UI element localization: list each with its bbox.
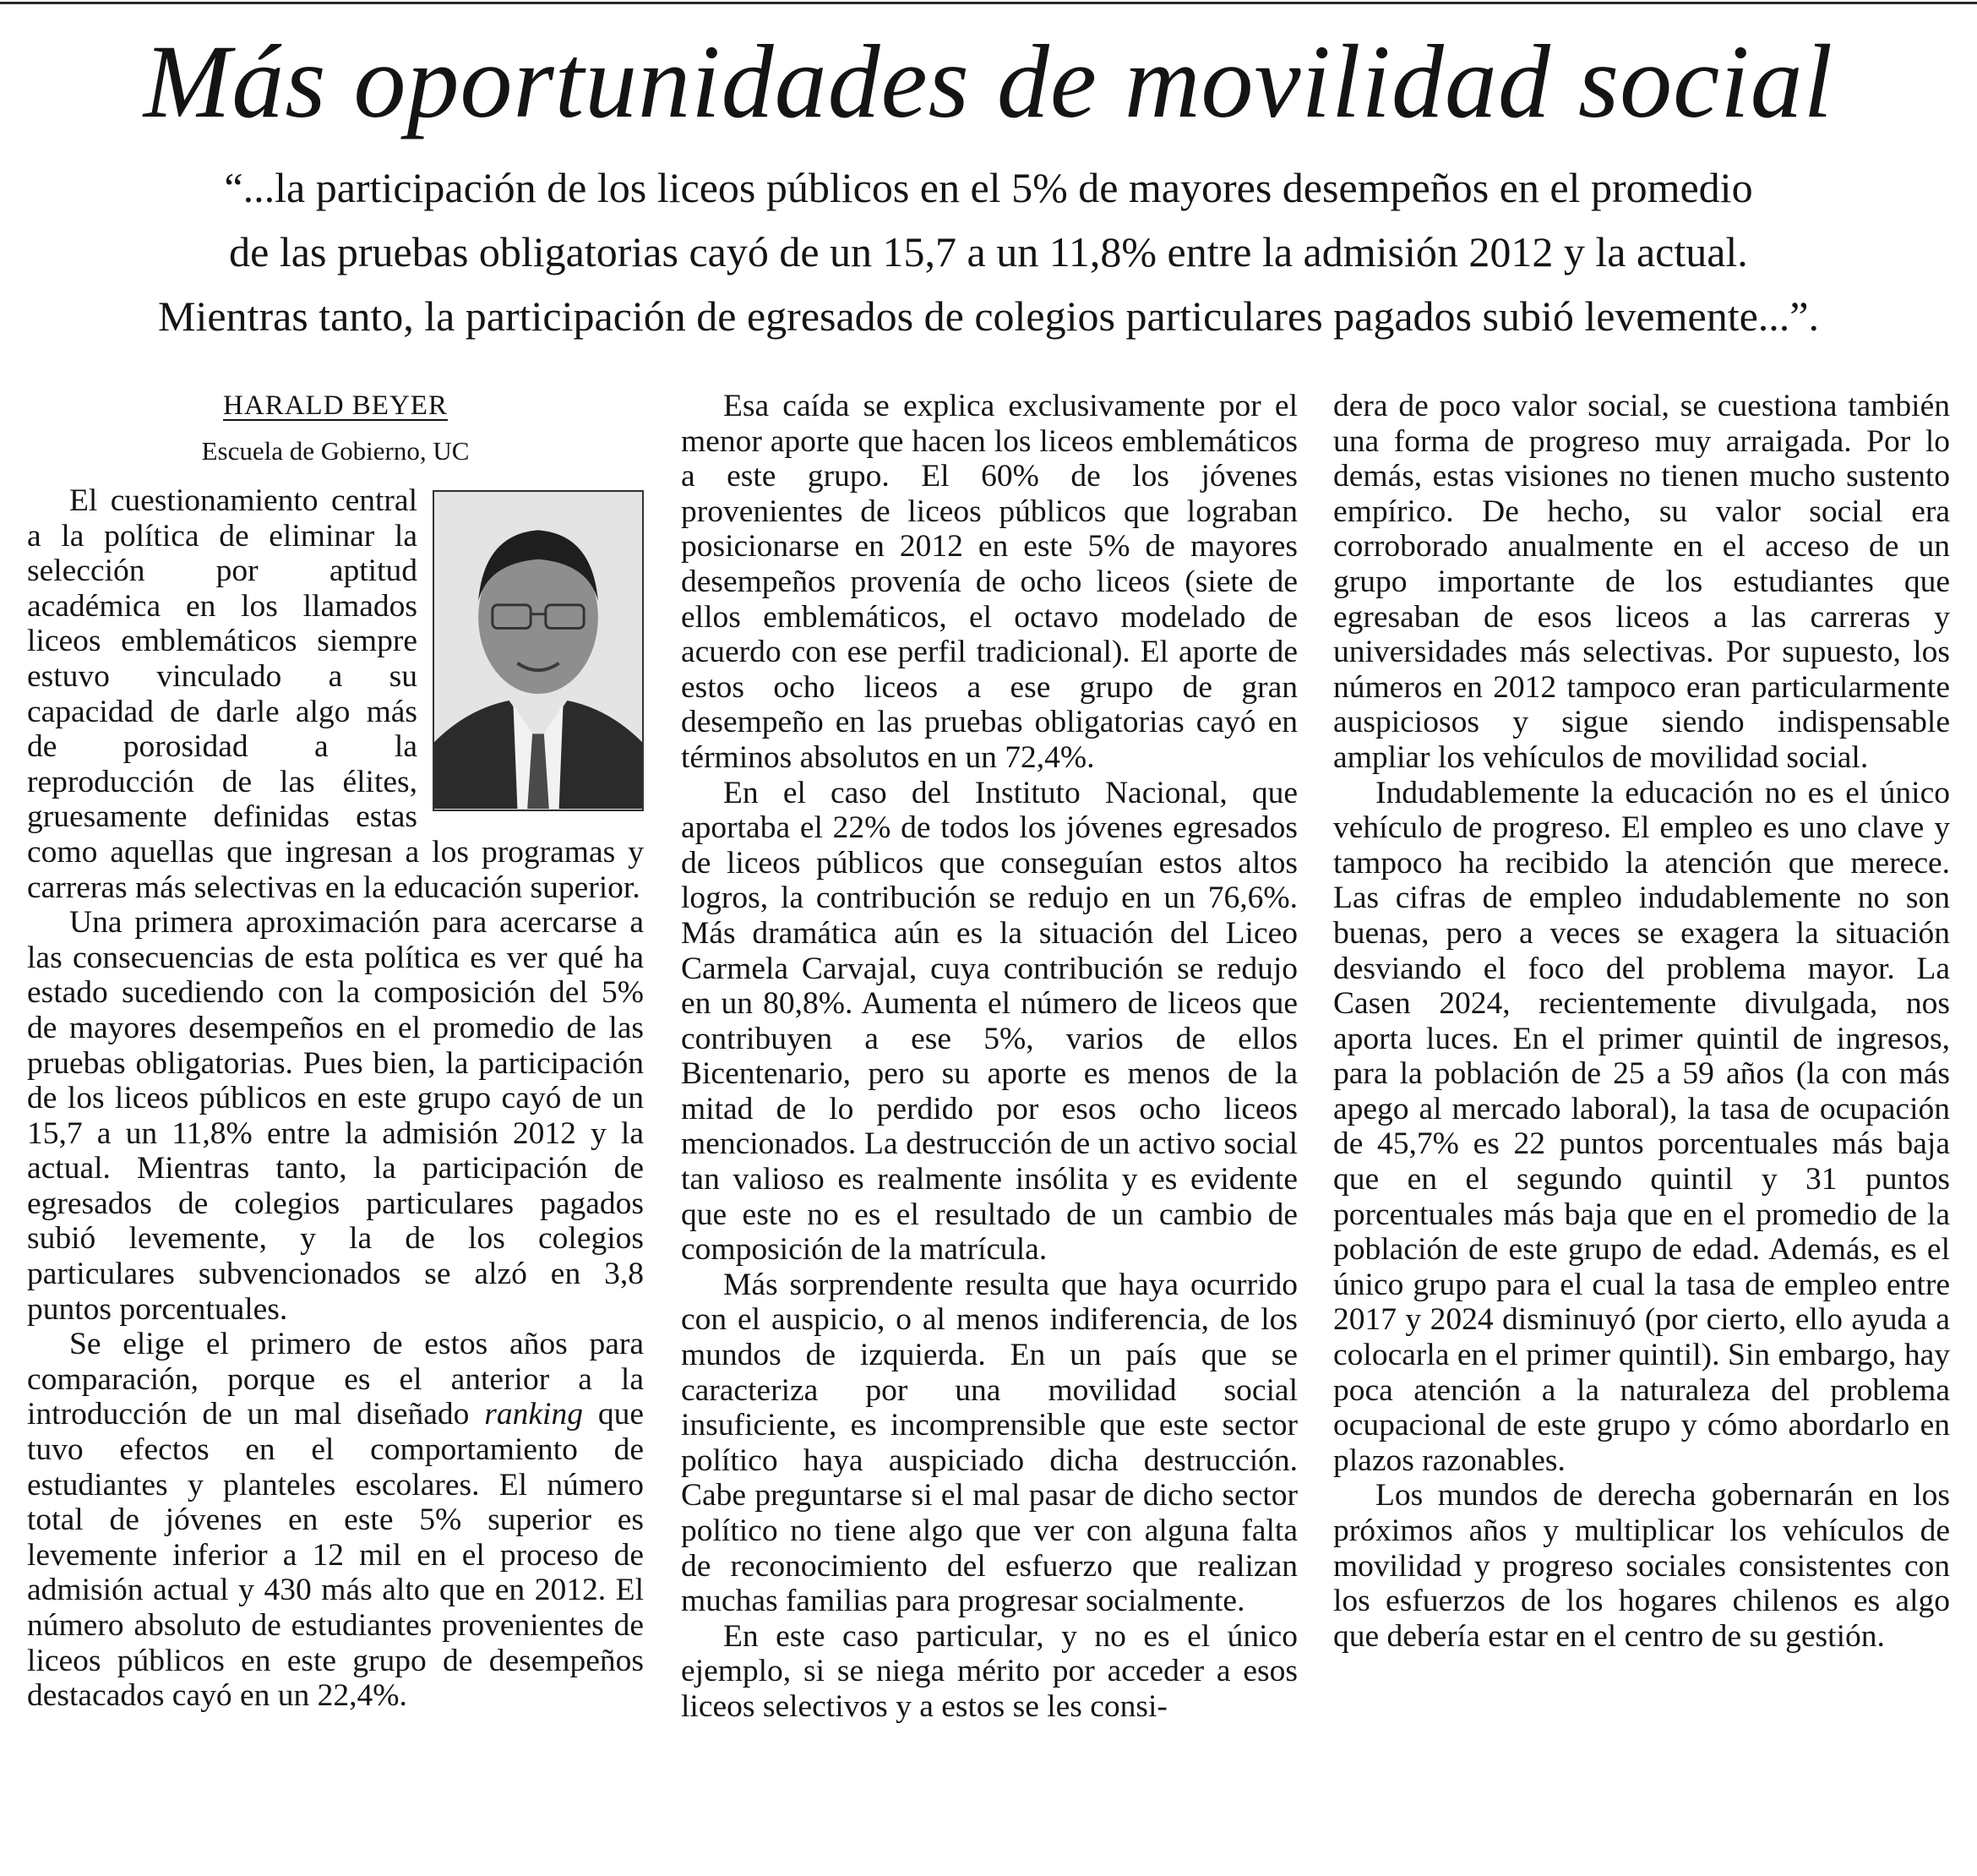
paragraph: En el caso del Instituto Nacional, que aportaba el 22% de todos los jóvenes egresados de liceos públicos que conseguían estos altos logros, la contribución se redujo en un 76,6%. Más dramática aún es la situación del Liceo Carmela Carvajal, cuya contribución se redujo en un 80,8%. Aumenta el número de liceos que contribuyen a ese 5%, varios de ellos Bicentenario, pero su aporte es menos de la mitad de lo perdido por esos ocho liceos mencionados. La destrucción de un activo social tan valioso es realmente insólita y es evidente que este no es el resultado de un cambio de composición de la matrícula. — [681, 775, 1298, 1268]
paragraph: Se elige el primero de estos años para comparación, porque es el anterior a la introducción de un mal diseñado ranking que tuvo efectos en el comportamiento de estudiantes y planteles escolares. El número total de jóvenes en este 5% superior es levemente inferior a 12 mil en el proceso de admisión actual y 430 más alto que en 2012. El número absoluto de estudiantes provenientes de liceos públicos en este grupo de desempeños destacados cayó en un 22,4%. — [27, 1327, 644, 1714]
paragraph: Esa caída se explica exclusivamente por el menor aporte que hacen los liceos emblemáticos a este grupo. El 60% de los jóvenes provenientes de liceos públicos que lograban posicionarse en 2012 en este 5% de mayores desempeños provenía de ocho liceos (siete de ellos emblemáticos, el octavo modelado de acuerdo con ese perfil tradicional). El aporte de estos ocho liceos a ese grupo de gran desempeño en las pruebas obligatorias cayó en términos absolutos en un 72,4%. — [681, 389, 1298, 775]
top-rule — [0, 2, 1977, 4]
paragraph: Indudablemente la educación no es el único vehículo de progreso. El empleo es uno clave y tampoco ha recibido la atención que merece. Las cifras de empleo indudablemente no son buenas, pero a veces se exagera la situación desviando el foco del problema mayor. La Casen 2024, recientemente divulgada, nos aporta luces. En el primer quintil de ingresos, para la población de 25 a 59 años (la con más apego al mercado laboral), la tasa de ocupación de 45,7% es 22 puntos porcentuales más baja que en el segundo quintil y 31 puntos porcentuales más baja que en el promedio de la población de este grupo de edad. Además, es el único grupo para el cual la tasa de empleo entre 2017 y 2024 disminuyó (por cierto, ello ayuda a colocarla en el primer quintil). Sin embargo, hay poca atención a la naturaleza del problema ocupacional de este grupo y cómo abordarlo en plazos razonables. — [1333, 775, 1950, 1478]
pull-quote-line: “...la participación de los liceos públicos en el 5% de mayores desempeños en el promedio — [224, 164, 1753, 211]
headline: Más oportunidades de movilidad social — [143, 24, 1834, 139]
paragraph: Los mundos de derecha gobernarán en los próximos años y multiplicar los vehículos de movilidad y progreso sociales consistentes con los esfuerzos de los hogares chilenos es algo que debería estar en el centro de su gestión. — [1333, 1478, 1950, 1654]
pull-quote-line: Mientras tanto, la participación de egresados de colegios particulares pagados subió levemente...”. — [158, 292, 1819, 340]
author-name: HARALD BEYER — [223, 390, 448, 421]
pull-quote — [51, 155, 1926, 348]
article-column-1 — [27, 389, 644, 1859]
author-affiliation: Escuela de Gobierno, UC — [201, 436, 470, 466]
paragraph: Más sorprendente resulta que haya ocurrido con el auspicio, o al menos indiferencia, de los mundos de izquierda. En un país que se caracteriza por una movilidad social insuficiente, es incomprensible que este sector político haya auspiciado dicha destrucción. Cabe preguntarse si el mal pasar de dicho sector político no tiene algo que ver con alguna falta de reconocimiento del esfuerzo que realizan muchas familias para progresar socialmente. — [681, 1267, 1298, 1619]
paragraph-continued: dera de poco valor social, se cuestiona también una forma de progreso muy arraigada. Por lo demás, estas visiones no tienen mucho sustento empírico. De hecho, su valor social era corroborado anualmente en el acceso de un grupo importante de los estudiantes que egresaban de esos liceos a las carreras y universidades más selectivas. Por supuesto, los números en 2012 tampoco eran particularmente auspiciosos y sigue siendo indispensable ampliar los vehículos de movilidad social. — [1333, 389, 1950, 775]
paragraph: El cuestionamiento central a la política de eliminar la selección por aptitud académica en los llamados liceos emblemáticos siempre estuvo vinculado a su capacidad de darle algo más de porosidad a la reproducción de las élites, gruesamente definidas estas como aquellas que ingresan a los programas y carreras más selectivas en la educación superior. — [27, 483, 644, 905]
byline — [27, 389, 644, 468]
article-column-2 — [681, 389, 1298, 1859]
pull-quote-line: de las pruebas obligatorias cayó de un 15,7 a un 11,8% entre la admisión 2012 y la actual. — [229, 228, 1748, 275]
article-column-3 — [1333, 389, 1950, 1859]
author-photo — [433, 490, 644, 811]
paragraph: En este caso particular, y no es el único ejemplo, si se niega mérito por acceder a esos liceos selectivos y a estos se les consi- — [681, 1618, 1298, 1724]
paragraph: Una primera aproximación para acercarse a las consecuencias de esta política es ver qué ha estado sucediendo con la composición del 5% de mayores desempeños en el promedio de las pruebas obligatorias. Pues bien, la participación de los liceos públicos en este grupo cayó de un 15,7 a un 11,8% entre la admisión 2012 y la actual. Mientras tanto, la participación de egresados de colegios particulares pagados subió levemente, y la de los colegios particulares subvencionados se alzó en 3,8 puntos porcentuales. — [27, 905, 644, 1327]
